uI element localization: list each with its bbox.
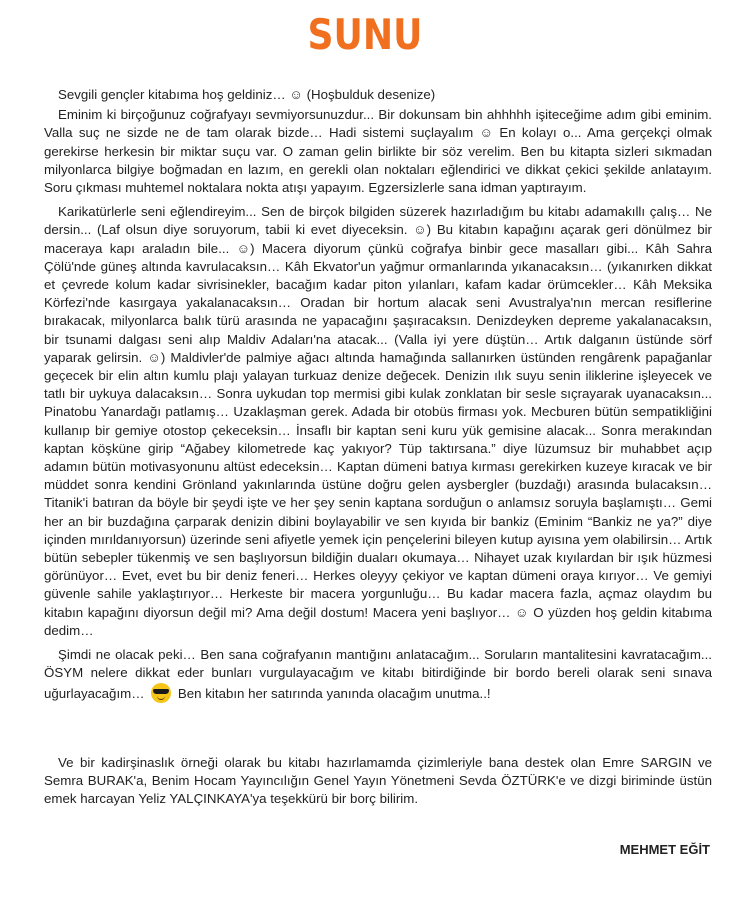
acknowledgements — [44, 754, 712, 809]
body-text — [44, 86, 712, 709]
sunglasses-smiley-icon — [151, 683, 171, 703]
paragraph-greeting: Sevgili gençler kitabıma hoş geldiniz… ☺ (Hoşbulduk desenize) — [58, 87, 436, 102]
paragraph-promise — [44, 646, 712, 703]
page-title: SUNU — [307, 10, 423, 59]
paragraph-promise-text: Şimdi ne olacak peki… Ben sana coğrafyanın mantığını anlatacağım... Soruların mantalitesini kavratacağım... ÖSYM nelere dikkat eder bunları vurgulayacağım ve kitabı bitirdiğinde bir bordo bereli olarak seni sınava uğurlayacağım… — [44, 647, 712, 701]
paragraph-intro: Eminim ki birçoğunuz coğrafyayı sevmiyorsunuzdur... Bir dokunsam bin ahhhhh işiteceğime adım gibi eminim. Valla suç ne sizde ne de tam olarak bizde… Hadi sistemi suçlayalım ☺ En kolayı o... Ama gerçekçi olmak gerekirse herkesin bir miktar suçu var. O zaman gelin birlikte bir söz verelim. Ben bu kitapta sizleri sıkmadan milyonlarca bilgiye boğmadan en lazım, en gerekli olan noktaları eğlendirici ve dikkat çekici şekilde anlatayım. Soru çıkması muhtemel noktalara nokta atışı yapayım. Egzersizlerle sana idman yaptırayım. — [44, 107, 712, 196]
author-signature: MEHMET EĞİT — [619, 842, 710, 857]
paragraph-promise-closing: Ben kitabın her satırında yanında olacağım unutma..! — [177, 685, 491, 701]
acknowledgements-text: Ve bir kadirşinaslık örneği olarak bu kitabı hazırlamamda çizimleriyle bana destek olan Emre SARGIN ve Semra BURAK'a, Benim Hocam Yayıncılığın Genel Yayın Yönetmeni Sevda ÖZTÜRK'e ve dizgi biriminde üstün emek harcayan Yeliz YALÇINKAYA'ya teşekkürü bir borç bilirim. — [44, 755, 712, 807]
paragraph-adventure: Karikatürlerle seni eğlendireyim... Sen de birçok bilgiden süzerek hazırladığım bu kitabı adamakıllı çalış… Ne dersin... (Laf olsun diye soruyorum, tabii ki evet diyeceksin. ☺) Bu kitabın kapağını açarak geri dönülmez bir maceraya kapı araladın bile... ☺) Macera diyorum çünkü coğrafya binbir gece masalları gibi... Kâh Sahra Çölü'nde güneş altında kavrulacaksın… Kâh Ekvator'un yağmur ormanlarında yıkanacaksın… (yıkanırken dikkat et çevrede kolum kadar sivrisinekler, bacağım kadar piton yılanları, kafam kadar örümcekler… Kâh Meksika Körfezi'nde kasırgaya yakalanacaksın… Oradan bir hortum alacak seni Avustralya'nın mercan resiflerine bırakacak, milyonlarca balık türü arasında ne yapacağını şaşıracaksın. Denizdeyken depreme yakalanacaksın, bir tsunami dalgası seni alıp Maldiv Adaları'na atacak... (Valla iyi yere düştün… Artık dalganın üstünde sörf yaparak gelirsin. ☺) Maldivler'de palmiye ağacı altında hamağında sallanırken üstünden rengârenk papağanlar geçecek bir elin altın kumlu plajı yalayan turkuaz denize değecek. Denizin ılık suyu senin iliklerine işleyecek ve tatlı bir uykuya dalacaksın… Sonra uykudan top mermisi gibi kulak zonklatan bir sesle sıçrayarak uyanacaksın... Pinatobu Yanardağı patlamış… Uzaklaşman gerek. Adada bir otobüs firması yok. Mecburen bütün sempatikliğini kullanıp bir gemiye otostop çekeceksin… İnsaflı bir kaptan seni kuru yük gemisine alacak... Sonra merakından kaptan köşküne girip “Ağabey kilometrede kaç yakıyor? Tüp taktırsana.” diye lüzumsuz bir muhabbet açıp adamın bütün motivasyonunu altüst edeceksin… Kaptan dümeni batıya kırması gerekirken kuzeye kıracak ve bir müddet sonra kendini Grönland yakınlarında üstüne doğru gelen aysbergler (buzdağı) arasında bulacaksın… Titanik'i batıran da böyle bir şeydi işte ve her şey senin kaptana sorduğun o anlamsız soruyla başlamıştı… Gemi her an bir buzdağına çarparak denizin dibini boylayabilir ve sen kıyıda bir bankiz (Eminim “Bankiz ne ya?” diye içinden mırıldanıyorsun) üzerinde seni afiyetle yemek için pençelerini bileyen kutup ayısına yem olabilirsin… Artık bütün sebepler tükenmiş ve sen başlıyorsun bildiğin duaları okumaya… Nihayet uzak kıyılardan bir ışık hüzmesi görünüyor… Evet, evet bu bir deniz feneri… Herkes oleyyy çekiyor ve kaptan dümeni oraya kırıyor… Ve gemiyi güvenle sahile yaklaştırıyor… Herkeste bir macera yorgunluğu… Bu kadar macera fazla, açmaz olaydım bu kitabın kapağını diyorsun değil mi? Ama değil dostum! Macera yeni başlıyor… ☺ O yüzden hoş geldin kitabıma dedim… — [44, 204, 712, 638]
